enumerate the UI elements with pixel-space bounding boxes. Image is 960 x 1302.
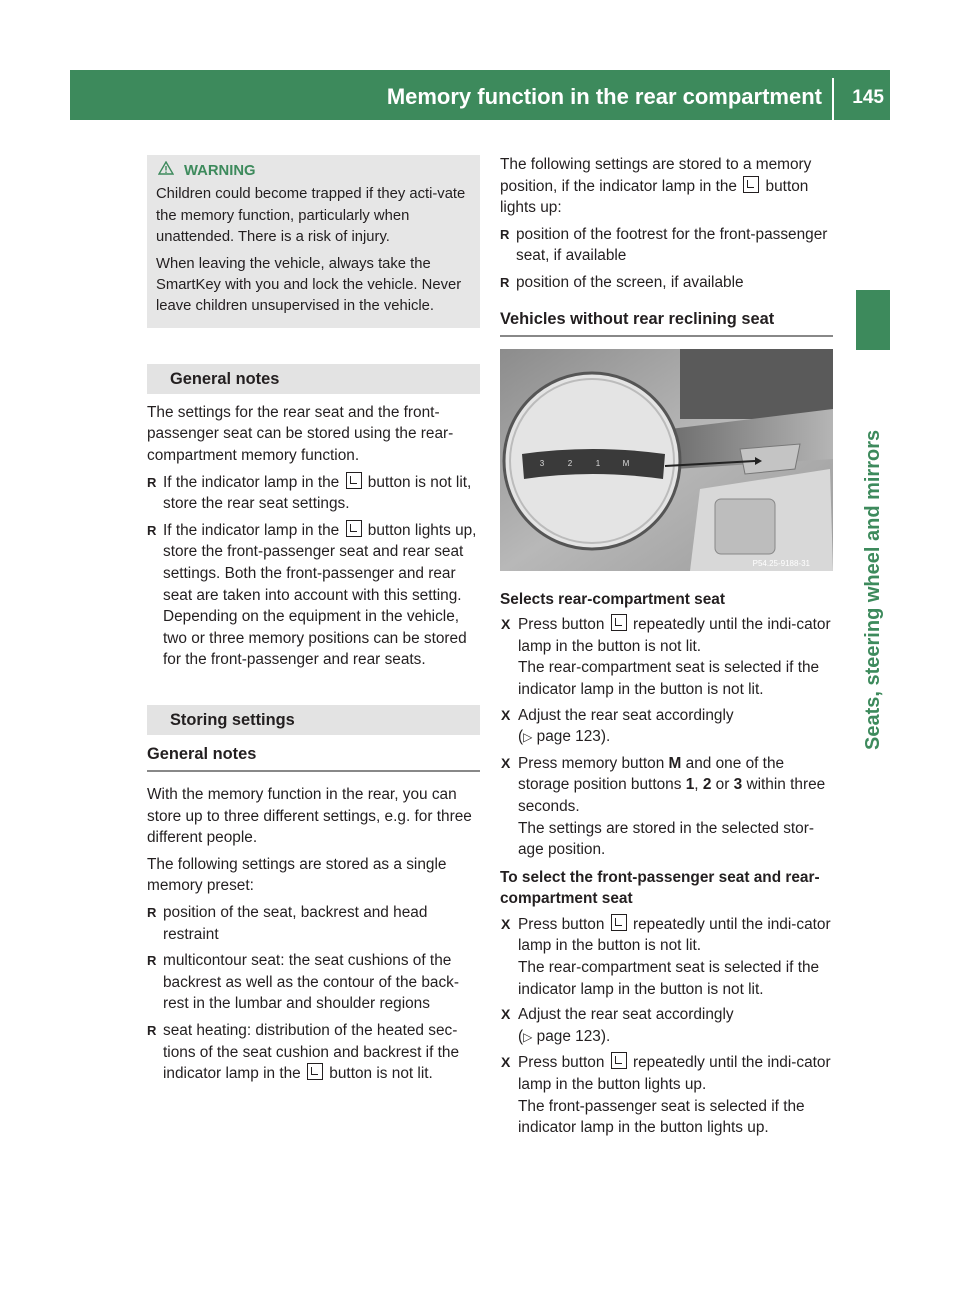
warning-text-2: When leaving the vehicle, always take the SmartKey with you and lock the vehicle. Never leave children unsupervised in the vehicle.: [156, 255, 462, 315]
page-ref-icon: ▷: [523, 730, 533, 745]
header-divider: [832, 78, 834, 120]
select-front-heading: To select the front-passenger seat and rear-compartment seat: [500, 868, 820, 908]
page-ref-icon: ▷: [523, 1029, 533, 1044]
step-arrow-icon: X: [501, 754, 511, 771]
left-column: [147, 155, 480, 1090]
warning-title: WARNING: [184, 163, 256, 179]
general-notes-list: [147, 472, 480, 671]
list-item: X Press button repeatedly until the indi-cator lamp in the button is not lit. The rear-compartment seat is selected if the indicator lamp in the button is not lit.: [501, 915, 831, 998]
header-bar: [70, 70, 890, 120]
select-front-steps: [500, 914, 833, 1139]
list-item: R position of the seat, backrest and head restraint: [147, 902, 480, 945]
seat-control-photo: [500, 349, 833, 571]
select-rear-steps: [500, 614, 833, 861]
list-item: R If the indicator lamp in the button is not lit, store the rear seat settings.: [147, 472, 480, 515]
storing-text-1: With the memory function in the rear, you can store up to three different settings, e.g. for three different people.: [147, 785, 472, 847]
select-rear-heading: Selects rear-compartment seat: [500, 590, 725, 608]
list-item: R If the indicator lamp in the button lights up, store the front-passenger seat and rear seat settings. Both the front-passenger and rear seat are taken into account with this setting. Depending on the equipment in the vehicle, two or three memory positions can be stored for the front-passenger and rear seats.: [147, 520, 480, 671]
list-item: X Adjust the rear seat accordingly (▷ page 123).: [501, 706, 734, 746]
list-item: R position of the footrest for the front-passenger seat, if available: [500, 224, 833, 267]
section-label: Seats, steering wheel and mirrors: [862, 429, 884, 750]
step-arrow-icon: X: [501, 915, 511, 932]
list-item: R multicontour seat: the seat cushions of the backrest as well as the contour of the back-rest in the lumbar and shoulder regions: [147, 950, 480, 1015]
warning-icon: [158, 161, 176, 182]
memory-button-icon: [611, 914, 627, 931]
stored-settings-text: The following settings are stored to a memory position, if the indicator lamp in the button lights up:: [500, 156, 812, 217]
list-item: R position of the screen, if available: [500, 272, 833, 294]
step-arrow-icon: X: [501, 706, 511, 723]
warning-box: [147, 155, 480, 328]
step-arrow-icon: X: [501, 616, 511, 633]
memory-button-icon: [743, 176, 759, 193]
memory-button-icon: [346, 472, 362, 489]
storing-subheading: General notes: [147, 743, 480, 772]
general-notes-intro: The settings for the rear seat and the front-passenger seat can be stored using the rear-compartment memory function.: [147, 403, 454, 465]
warning-text-1: Children could become trapped if they acti-vate the memory function, particularly when unattended. There is a risk of injury.: [156, 186, 466, 246]
storing-list: [147, 902, 480, 1085]
list-item: R seat heating: distribution of the heated sec-tions of the seat cushion and backrest if the indicator lamp in the button is not lit.: [147, 1020, 480, 1085]
memory-button-icon: [611, 1052, 627, 1069]
right-column: [500, 154, 833, 1144]
memory-button-icon: [307, 1063, 323, 1080]
photo-button-label: 3: [539, 458, 545, 468]
stored-settings-list: [500, 224, 833, 294]
memory-button-icon: [611, 614, 627, 631]
vehicles-subheading: Vehicles without rear reclining seat: [500, 308, 833, 337]
page-number: 145: [852, 87, 884, 108]
step-arrow-icon: X: [501, 1054, 511, 1071]
list-item: X Adjust the rear seat accordingly (▷ page 123).: [501, 1006, 734, 1045]
storing-text-2: The following settings are stored as a single memory preset:: [147, 855, 447, 895]
warning-heading: [156, 161, 472, 182]
photo-code: P54.25-9188-31: [752, 558, 810, 568]
step-arrow-icon: X: [501, 1006, 511, 1023]
list-item: X Press button repeatedly until the indi-cator lamp in the button is not lit. The rear-compartment seat is selected if the indicator lamp in the button is not lit.: [501, 616, 831, 698]
section-tab: [856, 290, 890, 350]
page-title: Memory function in the rear compartment: [386, 84, 822, 109]
photo-button-label: 1: [595, 458, 601, 468]
memory-button-icon: [346, 520, 362, 537]
list-item: X Press memory button M and one of the storage position buttons 1, 2 or 3 within three seconds. The settings are stored in the selected stor-age position.: [501, 754, 826, 859]
general-notes-heading: General notes: [147, 364, 480, 394]
photo-button-label: M: [622, 458, 630, 468]
list-item: X Press button repeatedly until the indi-cator lamp in the button lights up. The front-passenger seat is selected if the indicator lamp in the button lights up.: [501, 1054, 831, 1137]
storing-settings-heading: Storing settings: [147, 705, 480, 735]
photo-button-label: 2: [567, 458, 573, 468]
